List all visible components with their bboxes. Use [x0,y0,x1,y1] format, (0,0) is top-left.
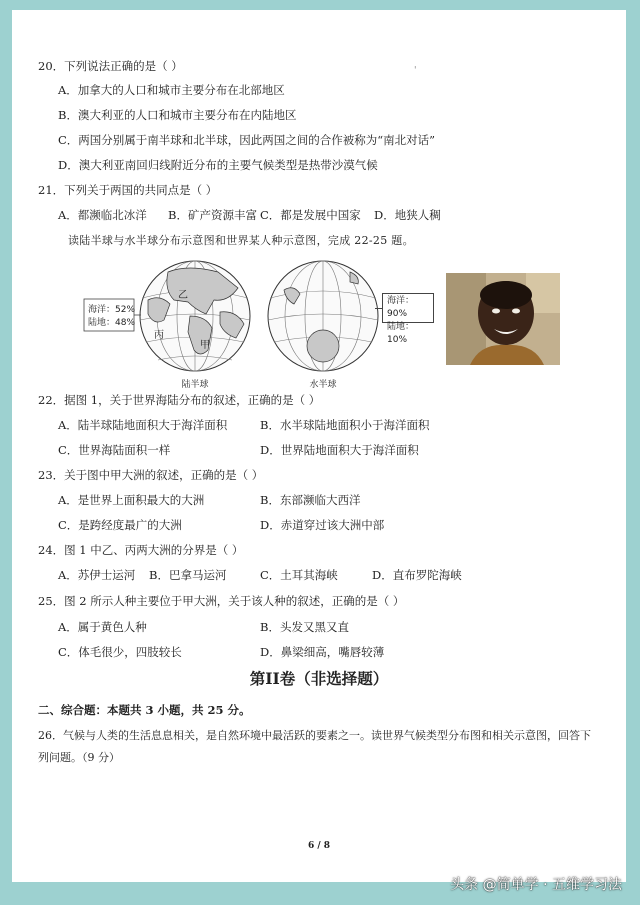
land-hemisphere-caption [181,378,208,390]
water-hemisphere-legend: 海洋：90% 陆地：10% [382,293,434,323]
q20-option-c: C．两国分别属于南半球和北半球，因此两国之间的合作被称为“南北对话” [58,133,436,147]
q20-option-d: D．澳大利亚南回归线附近分布的主要气候类型是热带沙漠气候 [58,158,378,172]
q24-option-a: A．苏伊士运河 [58,568,136,582]
q23-option-a: A．是世界上面积最大的大洲 [58,493,205,507]
land-hemisphere-legend [84,299,141,331]
q26-line-2: 列问题。（9 分） [38,751,120,764]
q20-option-b: B．澳大利亚的人口和城市主要分布在内陆地区 [58,108,297,122]
q24-option-c: C．土耳其海峡 [260,568,338,582]
q25-option-c: C．体毛很少，四肢较长 [58,645,182,659]
q24-option-d: D．直布罗陀海峡 [372,568,462,582]
q22-option-b: B．水半球陆地面积小于海洋面积 [260,418,430,432]
svg-text:甲: 甲 [200,340,210,351]
q23-option-b: B．东部濒临大西洋 [260,493,361,507]
q22-option-c: C．世界海陆面积一样 [58,443,171,457]
figure-intro: 读陆半球与水半球分布示意图和世界某人种示意图，完成 22-25 题。 [68,234,414,247]
svg-text:陆地：48%: 陆地：48% [88,318,136,328]
svg-text:陆半球: 陆半球 [181,380,209,390]
exam-page: ' 20．下列说法正确的是（ ） A．加拿大的人口和城市主要分布在北部地区 B．澳大利亚的人口和城市主要分布在内陆地区 C．两国分别属于南半球和北半球，因此两国之间的合作被称为“南北对话” D．澳大利亚南回归线附近分布的主要气候类型是热带沙漠气候 21．下列关于两国的共同点是（ ） A．都濒临北冰洋 B．矿产资源丰富 C．都是发展中国家 D．地狭人稠 读陆半球与水半球分布示意图和世界某人种示意图，完成 22-25 题。 乙 丙 甲 海洋：52% 陆地：48% 陆半球 水半球 海洋：90% 陆地：10% 22．据图 1，关于世界海陆分布的叙述，正确的是（ ） A．陆半球陆地面积大于海洋面积 B．水半球陆地面积小于海洋面积 C．世界海陆面积一样 D．世界陆地面积大于海洋面积 23．关于图中甲大洲的叙述，正确的是（ ） A．是世界上面积最大的大洲 B．东部濒临大西洋 C．是跨经度最广的大洲 D．赤道穿过该大洲中部 24．图 1 中乙、丙两大洲的分界是（ ） A．苏伊士运河 B．巴拿马运河 C．土耳其海峡 D．直布罗陀海峡 25．图 2 所示人种主要位于甲大洲，关于该人种的叙述，正确的是（ ） A．属于黄色人种 B．头发又黑又直 C．体毛很少，四肢较长 D．鼻梁细高，嘴唇较薄 第II卷（非选择题） 二、综合题：本题共 3 小题，共 25 分。 26．气候与人类的生活息息相关，是自然环境中最活跃的要素之一。读世界气候类型分布图和相关示意图，回答下 列问题。（9 分） 6 / 8 [12,10,626,882]
q21-option-c: C．都是发展中国家 [260,208,361,222]
page-number: 6 / 8 [307,841,331,851]
svg-text:水半球: 水半球 [309,380,337,390]
q22-stem: 22．据图 1，关于世界海陆分布的叙述，正确的是（ ） [38,393,321,407]
q21-stem: 21．下列关于两国的共同点是（ ） [38,183,218,197]
land-hemisphere-globe [140,261,250,371]
q21-option-a: A．都濒临北冰洋 [58,208,147,222]
q24-stem: 24．图 1 中乙、丙两大洲的分界是（ ） [38,543,244,557]
ethnic-group-photo [446,273,560,365]
q26-line-1: 26．气候与人类的生活息息相关，是自然环境中最活跃的要素之一。读世界气候类型分布图和相关示意图，回答下 [38,729,591,742]
q25-option-d: D．鼻梁细高，嘴唇较薄 [260,645,385,659]
hemisphere-figure [78,254,398,390]
water-hemisphere-globe [268,261,378,371]
section-heading: 二、综合题：本题共 3 小题，共 25 分。 [38,703,251,717]
q23-option-d: D．赤道穿过该大洲中部 [260,518,385,532]
q22-option-d: D．世界陆地面积大于海洋面积 [260,443,419,457]
svg-text:乙: 乙 [178,290,188,301]
watermark: 头条 @简单学 · 五维学习法 [450,877,622,893]
q21-option-d: D．地狭人稠 [374,208,441,222]
q23-option-c: C．是跨经度最广的大洲 [58,518,182,532]
q25-stem: 25．图 2 所示人种主要位于甲大洲，关于该人种的叙述，正确的是（ ） [38,594,405,608]
section-title: 第II卷（非选择题） [249,669,389,688]
svg-text:海洋：52%: 海洋：52% [88,305,136,315]
q20-option-a: A．加拿大的人口和城市主要分布在北部地区 [58,83,285,97]
q20-stem: 20．下列说法正确的是（ ） [38,59,183,73]
water-hemisphere-caption [309,378,336,390]
q24-option-b: B．巴拿马运河 [149,568,227,582]
q23-stem: 23．关于图中甲大洲的叙述，正确的是（ ） [38,468,264,482]
q25-option-b: B．头发又黑又直 [260,620,349,634]
q21-option-b: B．矿产资源丰富 [168,208,257,222]
q22-option-a: A．陆半球陆地面积大于海洋面积 [58,418,228,432]
svg-text:丙: 丙 [154,330,164,341]
q25-option-a: A．属于黄色人种 [58,620,147,634]
